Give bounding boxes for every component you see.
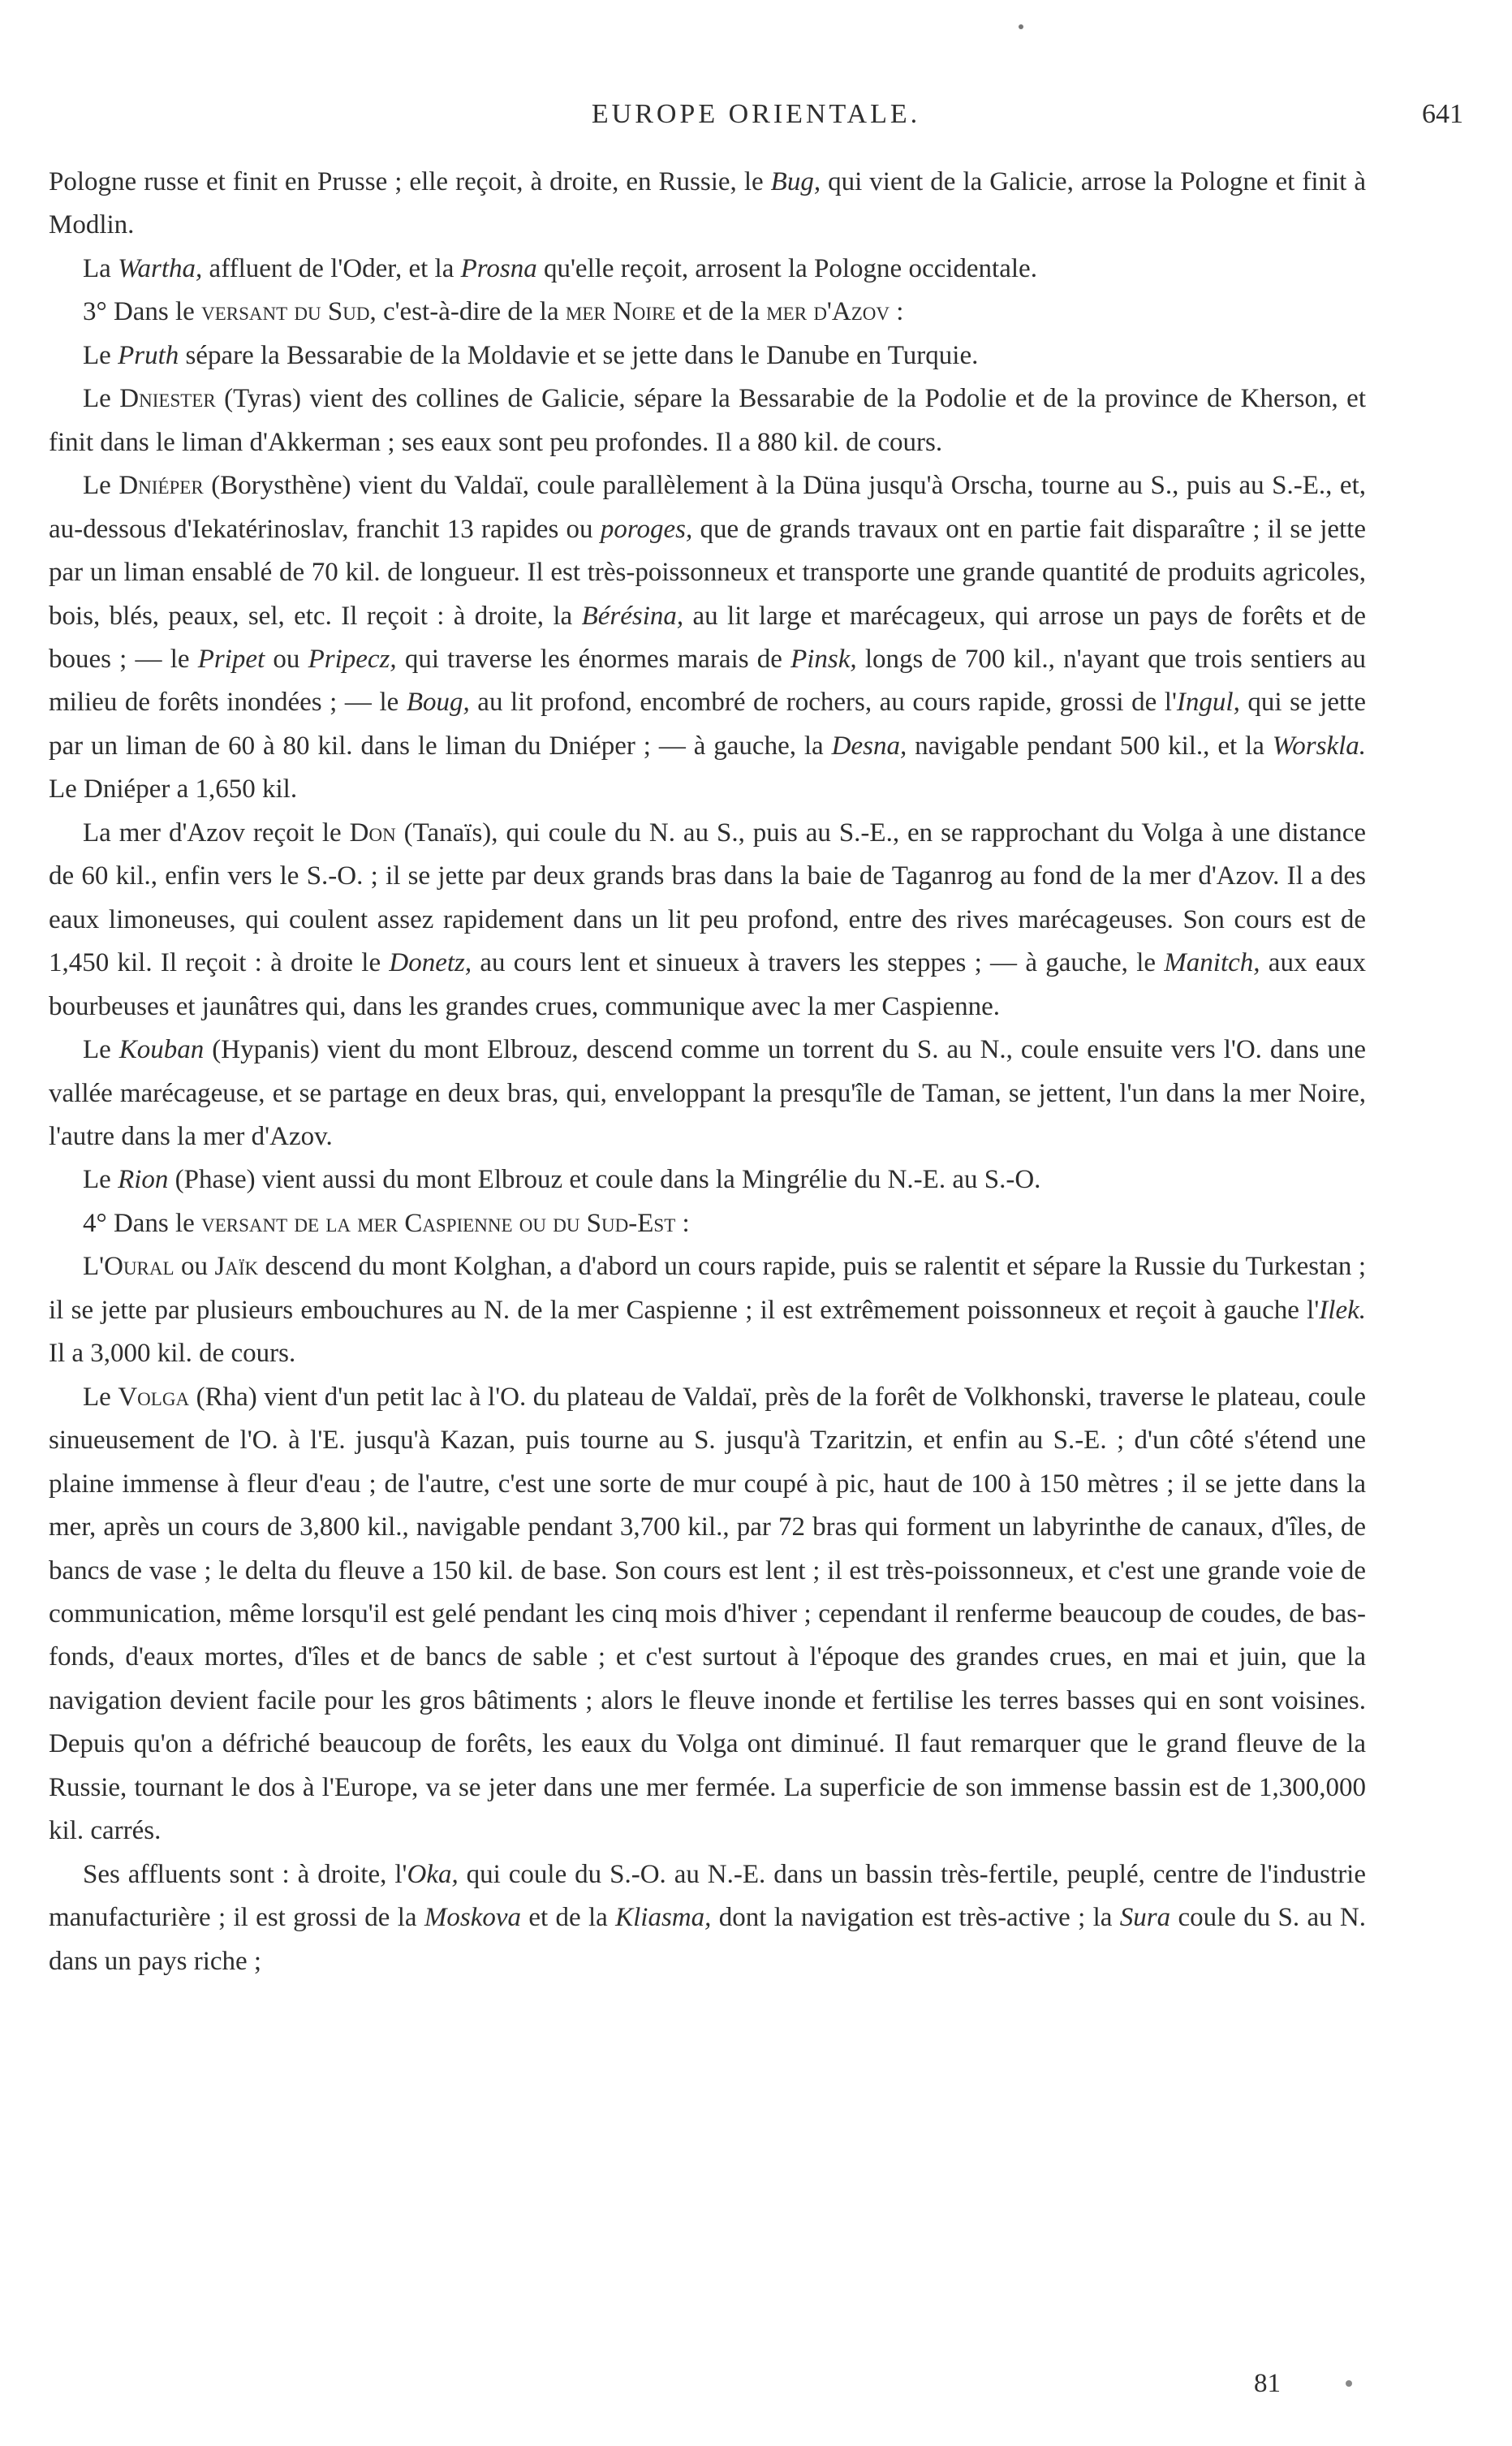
page-footer bbox=[49, 2369, 1463, 2409]
paragraph: Le Pruth sépare la Bessarabie de la Moldavie et se jette dans le Danube en Turquie. bbox=[83, 340, 979, 370]
paragraph: 4° Dans le versant de la mer Caspienne ou du Sud-Est : bbox=[83, 1208, 690, 1238]
paragraph: Le Dniester (Tyras) vient des collines de Galicie, sépare la Bessarabie de la Podolie et de la province de Kherson, et finit dans le liman d'Akkerman ; ses eaux sont peu profondes. Il a 880 kil. de cours. bbox=[49, 384, 1366, 457]
paragraph: Le Rion (Phase) vient aussi du mont Elbrouz et coule dans la Mingrélie du N.-E. au S.-O. bbox=[83, 1165, 1041, 1195]
paragraph: Pologne russe et finit en Prusse ; elle reçoit, à droite, en Russie, le Bug, qui vient de la Galicie, arrose la Pologne et finit à Modlin. bbox=[49, 167, 1366, 240]
page-number: 641 bbox=[1422, 99, 1463, 129]
paragraph: Le Dniéper (Borysthène) vient du Valdaï, coule parallèlement à la Düna jusqu'à Orscha, tourne au S., puis au S.-E., et, au-dessous d'Iekatérinoslav, franchit 13 rapides ou poroges, que de grands travaux ont en partie fait disparaître ; il se jette par un liman ensablé de 70 kil. de longueur. Il est très-poissonneux et transporte une grande quantité de produits agricoles, bois, blés, peaux, sel, etc. Il reçoit : à droite, la Bérésina, au lit large et marécageux, qui arrose un pays de forêts et de boues ; — le Pripet ou Pripecz, qui traverse les énormes marais de Pinsk, longs de 700 kil., n'ayant que trois sentiers au milieu de forêts inondées ; — le Boug, au lit profond, encombré de rochers, au cours rapide, grossi de l'Ingul, qui se jette par un liman de 60 à 80 kil. dans le liman du Dniéper ; — à gauche, la Desna, navigable pendant 500 kil., et la Worskla. Le Dniéper a 1,650 kil. bbox=[49, 471, 1367, 805]
body-text bbox=[49, 161, 1366, 1983]
paragraph: Le Kouban (Hypanis) vient du mont Elbrouz, descend comme un torrent du S. au N., coule ensuite vers l'O. dans une vallée marécageuse, et se partage en deux bras, qui, enveloppant la presqu'île de Taman, se jettent, l'un dans la mer Noire, l'autre dans la mer d'Azov. bbox=[49, 1035, 1366, 1151]
paragraph: 3° Dans le versant du Sud, c'est-à-dire de la mer Noire et de la mer d'Azov : bbox=[83, 297, 904, 327]
ink-dot bbox=[1019, 24, 1023, 29]
signature-mark: 81 bbox=[1254, 2369, 1281, 2398]
paragraph: Le Volga (Rha) vient d'un petit lac à l'O. du plateau de Valdaï, près de la forêt de Volkhonski, traverse le plateau, coule sinueusement de l'O. à l'E. jusqu'à Kazan, puis tourne au S. jusqu'à Tzaritzin, et enfin au S.-E. ; d'un côté s'étend une plaine immense à fleur d'eau ; de l'autre, c'est une sorte de mur coupé à pic, haut de 100 à 150 mètres ; il se jette dans la mer, après un cours de 3,800 kil., navigable pendant 3,700 kil., par 72 bras qui forment un labyrinthe de canaux, d'îles, de bancs de vase ; le delta du fleuve a 150 kil. de base. Son cours est lent ; il est très-poissonneux, et c'est une grande voie de communication, même lorsqu'il est gelé pendant les cinq mois d'hiver ; cependant il renferme beaucoup de coudes, de bas-fonds, d'eaux mortes, d'îles et de bancs de sable ; et c'est surtout à l'époque des grandes crues, en mai et juin, que la navigation devient facile pour les gros bâtiments ; alors le fleuve inonde et fertilise les terres basses qui en sont voisines. Depuis qu'on a défriché beaucoup de forêts, les eaux du Volga ont diminué. Il faut remarquer que le grand fleuve de la Russie, tournant le dos à l'Europe, va se jeter dans une mer fermée. La superficie de son immense bassin est de 1,300,000 kil. carrés. bbox=[49, 1382, 1367, 1846]
paragraph: L'Oural ou Jaïk descend du mont Kolghan, a d'abord un cours rapide, puis se ralentit et sépare la Russie du Turkestan ; il se jette par plusieurs embouchures au N. de la mer Caspienne ; il est extrêmement poissonneux et reçoit à gauche l'Ilek. Il a 3,000 kil. de cours. bbox=[49, 1252, 1367, 1369]
paragraph: Ses affluents sont : à droite, l'Oka, qui coule du S.-O. au N.-E. dans un bassin très-fertile, peuplé, centre de l'industrie manufacturière ; il est grossi de la Moskova et de la Kliasma, dont la navigation est très-active ; la Sura coule du S. au N. dans un pays riche ; bbox=[49, 1859, 1367, 1976]
running-head: EUROPE ORIENTALE. bbox=[591, 99, 921, 129]
ink-dot bbox=[1346, 2380, 1352, 2387]
paragraph: La Wartha, affluent de l'Oder, et la Prosna qu'elle reçoit, arrosent la Pologne occidentale. bbox=[83, 253, 1037, 283]
paragraph: La mer d'Azov reçoit le Don (Tanaïs), qui coule du N. au S., puis au S.-E., en se rapprochant du Volga à une distance de 60 kil., enfin vers le S.-O. ; il se jette par deux grands bras dans la baie de Taganrog au fond de la mer d'Azov. Il a des eaux limoneuses, qui coulent assez rapidement dans un lit peu profond, entre des rives marécageuses. Son cours est de 1,450 kil. Il reçoit : à droite le Donetz, au cours lent et sinueux à travers les steppes ; — à gauche, le Manitch, aux eaux bourbeuses et jaunâtres qui, dans les grandes crues, communique avec la mer Caspienne. bbox=[49, 817, 1367, 1021]
page-header bbox=[49, 96, 1463, 136]
